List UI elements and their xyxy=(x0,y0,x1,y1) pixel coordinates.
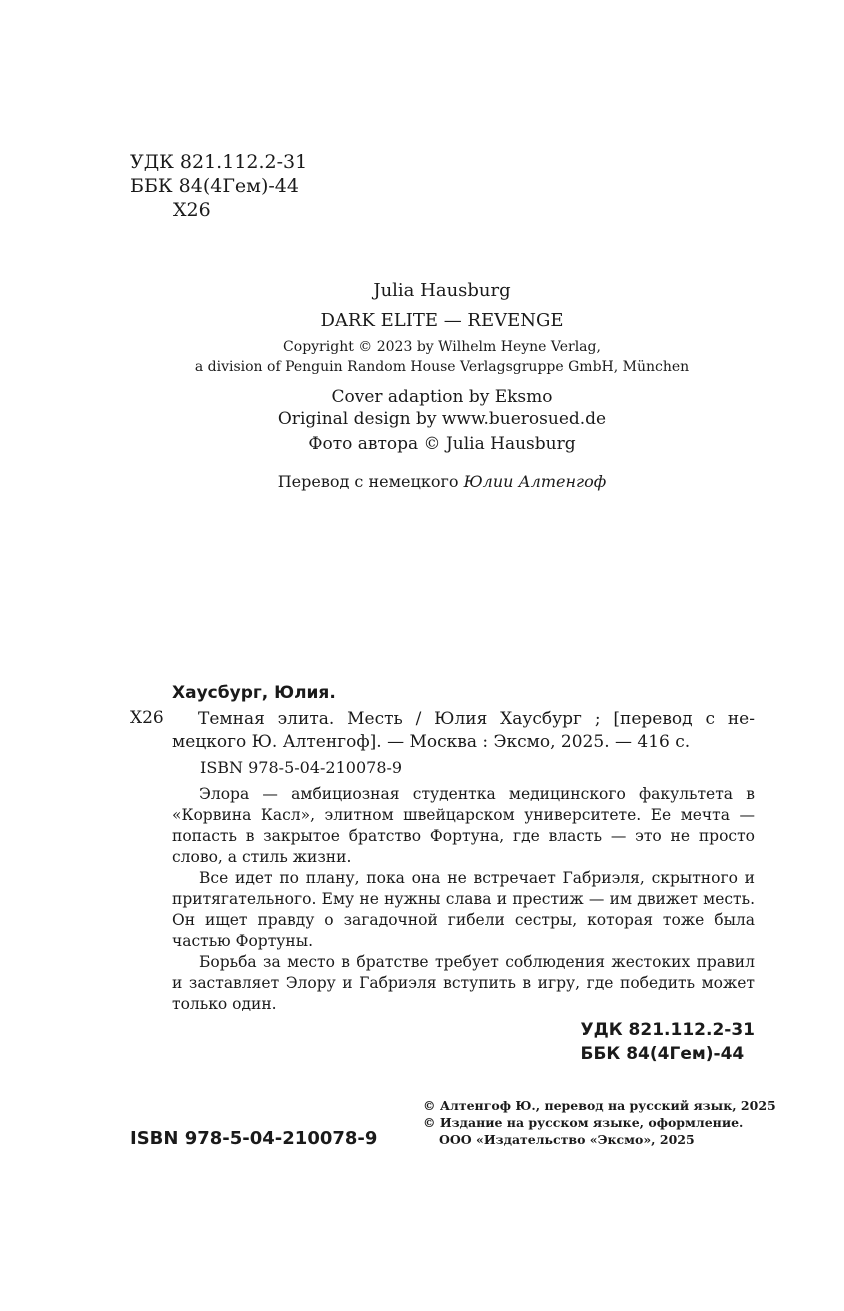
copyright-line-2: a division of Penguin Random House Verlagsgruppe GmbH, München xyxy=(194,359,690,375)
rights-line-3: ООО «Издательство «Эксмо», 2025 xyxy=(439,1132,695,1147)
rights-line-1: © Алтенгоф Ю., перевод на русский язык, 2025 xyxy=(423,1098,776,1113)
rights-line-2: © Издание на русском языке, оформление. xyxy=(423,1115,744,1130)
annotation xyxy=(172,784,755,1015)
record-author: Хаусбург, Юлия. xyxy=(172,683,336,703)
top-classification-codes xyxy=(130,150,307,222)
record-description-line-1: Темная элита. Месть / Юлия Хаусбург ; [перевод с не- xyxy=(198,709,755,729)
annotation-paragraph: Борьба за место в братстве требует соблюдения жестоких правил и заставляет Элору и Габриэля вступить в игру, где победить может только один. xyxy=(172,953,755,1013)
record-mark: Х26 xyxy=(130,708,164,728)
bbk-code: ББК 84(4Гем)-44 xyxy=(130,175,299,197)
bbk-code-bottom: ББК 84(4Гем)-44 xyxy=(580,1044,745,1064)
annotation-paragraph: Все идет по плану, пока она не встречает Габриэля, скрытного и притягательного. Ему не нужны слава и престиж — им движет месть. Он ищет правду о загадочной гибели сестры, которая тоже была частью Фортуны. xyxy=(172,869,755,950)
rights-notice xyxy=(423,1097,776,1148)
record-description-line-2: мецкого Ю. Алтенгоф]. — Москва : Эксмо, 2025. — 416 с. xyxy=(172,732,691,752)
isbn-bottom: ISBN 978-5-04-210078-9 xyxy=(130,1128,378,1149)
bottom-classification-codes xyxy=(581,1018,756,1066)
translation-prefix: Перевод с немецкого xyxy=(277,472,459,491)
annotation-paragraph: Элора — амбициозная студентка медицинского факультета в «Корвина Касл», элитном швейцарском университете. Ее мечта — попасть в закрытое братство Фортуна, где власть — это не просто слово, а стиль жизни. xyxy=(172,785,755,866)
translation-credit xyxy=(0,472,844,491)
record-isbn: ISBN 978-5-04-210078-9 xyxy=(200,758,403,777)
copyright-block xyxy=(0,337,844,377)
translator-name: Юлии Алтенгоф xyxy=(463,472,607,491)
photo-credit: Фото автора © Julia Hausburg xyxy=(308,434,576,454)
udk-code: УДК 821.112.2-31 xyxy=(130,151,308,173)
cover-credits xyxy=(0,386,844,430)
author-mark: Х26 xyxy=(173,199,211,221)
record-description xyxy=(172,708,755,754)
cover-line-1: Cover adaption by Eksmo xyxy=(331,387,553,407)
copyright-line-1: Copyright © 2023 by Wilhelm Heyne Verlag, xyxy=(283,339,601,355)
udk-code-bottom: УДК 821.112.2-31 xyxy=(580,1020,755,1040)
cover-line-2: Original design by www.buerosued.de xyxy=(277,409,607,429)
original-title: DARK ELITE — REVENGE xyxy=(320,310,564,331)
original-author: Julia Hausburg xyxy=(373,280,511,301)
